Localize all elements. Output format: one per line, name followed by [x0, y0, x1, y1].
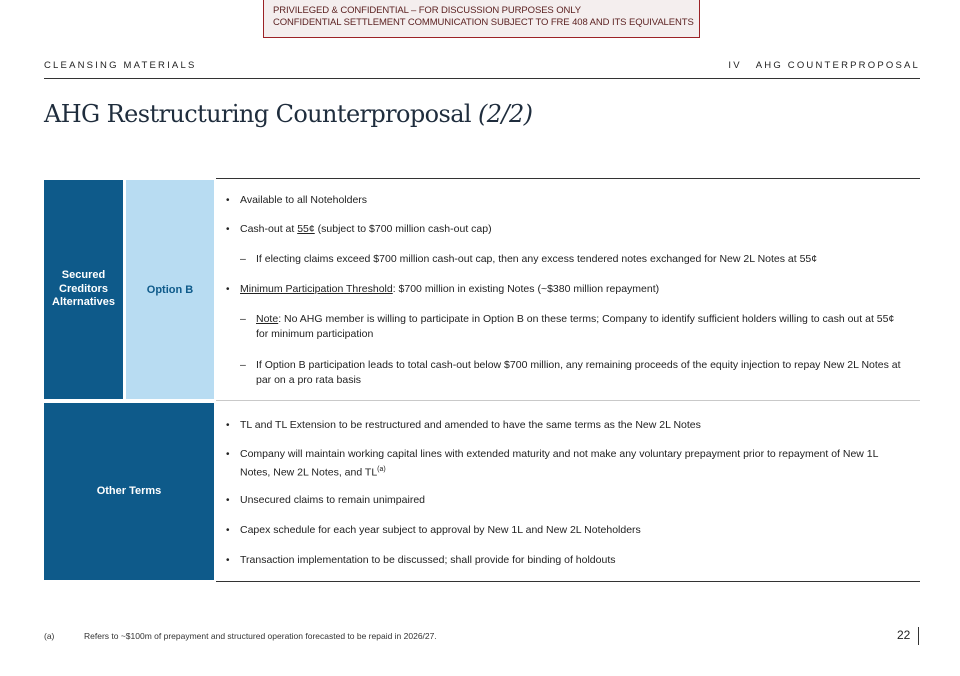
threshold-underlined: Minimum Participation Threshold [240, 283, 393, 295]
bullet-text: Unsecured claims to remain unimpaired [240, 494, 425, 506]
option-b-label: Option B [146, 283, 194, 296]
bullet-icon: • [226, 555, 230, 566]
sub-bullet-text-part: : No AHG member is willing to participate in Option B on these terms; Company to identify sufficient holders willing to cash out at 55¢ for minimum participation [256, 313, 895, 340]
price-underlined: 55¢ [297, 223, 315, 235]
section-header [44, 60, 920, 79]
bullet-text [226, 222, 906, 237]
list-item [226, 222, 906, 237]
bullet-text: Available to all Noteholders [240, 194, 368, 206]
bullet-text-part: Cash-out at [240, 223, 298, 235]
bullet-text-part: Company will maintain working capital lines with extended maturity and not make any voluntary prepayment prior to repayment of New 1L Notes, New 2L Notes, and TL [240, 448, 879, 479]
banner-line-2: CONFIDENTIAL SETTLEMENT COMMUNICATION SUBJECT TO FRE 408 AND ITS EQUIVALENTS [273, 16, 694, 28]
list-item [226, 193, 906, 208]
footnote-text: Refers to ~$100m of prepayment and structured operation forecasted to be repaid in 2026/27. [84, 631, 437, 641]
footnote-mark: (a) [44, 631, 55, 641]
bullet-icon: • [226, 525, 230, 536]
banner-line-1: PRIVILEGED & CONFIDENTIAL – FOR DISCUSSION PURPOSES ONLY [273, 5, 581, 16]
list-item [226, 553, 906, 568]
page-number: 22 [897, 628, 911, 642]
list-item [226, 252, 906, 267]
bullet-text: Transaction implementation to be discussed; shall provide for binding of holdouts [240, 554, 616, 566]
table-bottom-rule [216, 581, 920, 582]
section-header-left: CLEANSING MATERIALS [44, 60, 197, 71]
bullet-icon: • [226, 449, 230, 460]
dash-icon: – [240, 253, 246, 265]
bullet-text-part: (subject to $700 million cash-out cap) [314, 223, 492, 235]
footnote-ref: (a) [377, 466, 386, 473]
bullet-icon: • [226, 284, 230, 295]
bullet-text: Capex schedule for each year subject to approval by New 1L and New 2L Noteholders [240, 524, 641, 536]
bullet-text [226, 447, 906, 481]
bullet-icon: • [226, 420, 230, 431]
list-item [226, 523, 906, 538]
page-title-main: AHG Restructuring Counterproposal [44, 100, 479, 128]
secured-creditors-label: Secured Creditors Alternatives [52, 269, 115, 309]
table-row-divider [216, 400, 920, 401]
page-number-divider [918, 627, 919, 645]
dash-icon: – [240, 359, 246, 371]
other-terms-label: Other Terms [96, 484, 162, 497]
bullet-text: TL and TL Extension to be restructured and amended to have the same terms as the New 2L Notes [240, 419, 701, 431]
list-item [226, 493, 906, 508]
bullet-icon: • [226, 195, 230, 206]
sub-bullet-text: If electing claims exceed $700 million cash-out cap, then any excess tendered notes exchanged for New 2L Notes at 55¢ [256, 253, 818, 265]
secured-creditors-label-cell [44, 180, 123, 399]
page-title-suffix: (2/2) [478, 100, 533, 128]
bullet-text-part: : $700 million in existing Notes (~$380 million repayment) [392, 283, 660, 295]
sub-bullet-text: If Option B participation leads to total cash-out below $700 million, any remaining proceeds of the equity injection to repay New 2L Notes at par on a pro rata basis [256, 359, 901, 386]
table-top-rule [216, 178, 920, 179]
sub-bullet-text [226, 312, 906, 342]
list-item [226, 447, 906, 481]
bullet-text [226, 282, 906, 297]
other-terms-label-cell [44, 403, 214, 580]
dash-icon: – [240, 313, 246, 325]
option-b-cell [126, 180, 214, 399]
list-item [226, 418, 906, 433]
page-title [44, 100, 532, 128]
list-item [226, 358, 906, 388]
bullet-icon: • [226, 224, 230, 235]
list-item [226, 282, 906, 297]
bullet-icon: • [226, 495, 230, 506]
confidentiality-banner [263, 0, 700, 38]
note-underlined: Note [256, 313, 279, 325]
section-header-right: IV AHG COUNTERPROPOSAL [728, 60, 920, 71]
list-item [226, 312, 906, 342]
